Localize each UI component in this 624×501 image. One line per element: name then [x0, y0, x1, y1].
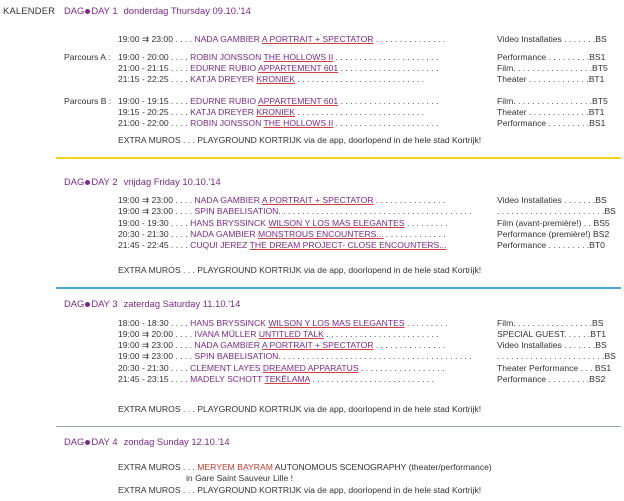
row-work: MONSTROUS ENCOUNTERS...	[257, 229, 384, 239]
row-artist: NADA GAMBIER	[194, 195, 260, 205]
row-artist: HANS BRYSSINCK	[190, 318, 266, 328]
row-category: Film (avant-première!) . . BS5	[497, 218, 610, 228]
day4-entry: EXTRA MUROS . . . MERYEM BAYRAM AUTONOMOUS SCENOGRAPHY (theater/performance)	[118, 462, 492, 472]
row-work: THE HOLLOWS II	[263, 118, 334, 128]
row-work: A PORTRAIT + SPECTATOR	[261, 195, 374, 205]
row-work: A PORTRAIT + SPECTATOR	[261, 340, 374, 350]
row-time: 21:15 - 22:25 . . . .	[118, 74, 191, 84]
row-category: Film. . . . . . . . . . . . . . . . .BT5	[497, 96, 608, 106]
row-time: 19:15 - 20:25 . . . .	[118, 107, 191, 117]
row-lead: . . . . . . . . . . . . . . .	[373, 340, 446, 350]
row-category: Film. . . . . . . . . . . . . . . . .BT5	[497, 63, 608, 73]
day3-heading: DAG DAY 3 zaterdag Saturday 11.10.'14	[64, 298, 241, 309]
row-artist: ROBIN JONSSON	[190, 118, 262, 128]
day4-heading: DAG DAY 4 zondag Sunday 12.10.'14	[64, 436, 230, 447]
extra-muros-day2: EXTRA MUROS . . . PLAYGROUND KORTRIJK via de app, doorlopend in de hele stad Kortrijk!	[118, 265, 482, 275]
row-artist: ROBIN JONSSON	[190, 52, 262, 62]
row-category: Performance . . . . . . . . .BS2	[497, 374, 606, 384]
row-category: Video Installaties . . . . . . .BS	[497, 195, 607, 205]
row-lead: . . . . . . . . . . . . . . . . . . . . .	[338, 96, 439, 106]
dot-icon	[85, 9, 90, 14]
row-lead: . . . . . . . . . . . . . . . . . . . . . . . . . . . . . . . . . . . . . . . . .	[278, 351, 472, 361]
row-artist: CUQUI JEREZ	[190, 240, 248, 250]
row-lead: . . . . . . . . . . . . . . .	[373, 195, 446, 205]
row-artist: IVANA MÜLLER	[194, 329, 257, 339]
extra-muros-day4: EXTRA MUROS . . . PLAYGROUND KORTRIJK via de app, doorlopend in de hele stad Kortrijk!	[118, 485, 482, 495]
row-time: 19:00 - 20:00 . . . .	[118, 52, 191, 62]
grey-divider	[56, 426, 621, 427]
row-artist: EDURNE RUBIO	[190, 63, 257, 73]
schedule-row	[118, 329, 439, 340]
schedule-row	[118, 107, 424, 118]
row-time: 19:00 ⇉ 20:00 . . . .	[118, 329, 195, 339]
row-category: Theater Performance . . . BS1	[497, 363, 612, 373]
row-work: WILSON Y LOS MÁS ELEGANTES	[268, 218, 405, 228]
row-category: Film. . . . . . . . . . . . . . . . .BS	[497, 318, 604, 328]
schedule-row	[118, 374, 434, 385]
row-lead: . . . . . . . . . . . . . . . . . . . . . .	[333, 52, 439, 62]
row-artist: NADA GAMBIER	[190, 229, 256, 239]
row-time: 19:00 - 19:15 . . . .	[118, 96, 191, 106]
row-time: 21:00 - 21:15 . . . .	[118, 63, 191, 73]
row-artist: KATJA DREYER	[190, 74, 254, 84]
row-category: Performance . . . . . . . . .BS1	[497, 118, 606, 128]
row-time: 21:00 - 22:00 . . . .	[118, 118, 191, 128]
schedule-row	[118, 118, 438, 129]
row-work: UNTITLED TALK	[258, 329, 324, 339]
schedule-row	[118, 340, 445, 351]
day4-location: in Gare Saint Sauveur Lille !	[186, 473, 294, 483]
dot-icon	[85, 302, 90, 307]
row-time: 19:00 - 19:30 . . . .	[118, 218, 191, 228]
row-lead: . . . . . . . . . . . . . . . . . . . . . . . . . .	[309, 374, 435, 384]
row-category: . . . . . . . . . . . . . . . . . . . . . . .BS	[497, 351, 616, 361]
row-work: KRONIEK	[256, 107, 296, 117]
row-work: THE HOLLOWS II	[263, 52, 334, 62]
schedule-row	[118, 74, 424, 85]
schedule-row	[118, 52, 438, 63]
row-lead: . . . . . . . . . . . . .	[383, 229, 446, 239]
row-lead: . . . . . . . . . . . . . . . . . . . . . . . . . . .	[295, 74, 424, 84]
row-artist: EDURNE RUBIO	[190, 96, 257, 106]
row-lead: . . . . . . . . . . . . . . . . . . . . .	[338, 63, 439, 73]
extra-muros-day1: EXTRA MUROS . . . PLAYGROUND KORTRIJK via de app, doorlopend in de hele stad Kortrijk!	[118, 135, 482, 145]
row-artist: CLEMENT LAYES	[190, 363, 261, 373]
row-work: KRONIEK	[256, 74, 296, 84]
row-lead: . . . . . . . . . . . . . . . . . . . . . .	[333, 118, 439, 128]
blue-divider	[56, 287, 621, 289]
row-artist: MADELY SCHOTT	[190, 374, 263, 384]
row-time: 19:00 ⇉ 23:00 . . . .	[118, 340, 195, 350]
row-category: Video Installaties . . . . . . .BS	[497, 34, 607, 44]
kalender-heading: KALENDER	[3, 5, 56, 16]
schedule-row	[118, 351, 472, 362]
yellow-divider	[56, 157, 621, 159]
row-artist: NADA GAMBIER	[194, 340, 260, 350]
row-lead: . . . . . . . . . . . . . . . . . . . . . . . .	[323, 329, 439, 339]
row-work: TEKËLAMA	[264, 374, 310, 384]
row-artist: HANS BRYSSINCK	[190, 218, 266, 228]
schedule-row	[118, 318, 448, 329]
row-category: Performance . . . . . . . . .BT0	[497, 240, 605, 250]
row-time: 20:30 - 21:30 . . . .	[118, 363, 191, 373]
row-time: 20:30 - 21:30 . . . .	[118, 229, 191, 239]
row-lead: . . . . . . . . . . . . . . . . . . . . . . . . . . .	[295, 107, 424, 117]
day4-artist: MERYEM BAYRAM	[197, 462, 273, 472]
row-time: 19:00 ⇉ 23:00 . . . .	[118, 195, 195, 205]
row-artist: SPIN BABELISATION	[194, 351, 279, 361]
dot-icon	[85, 440, 90, 445]
row-category: Video Installaties . . . . . . .BS	[497, 340, 607, 350]
row-work: APPARTEMENT 601	[257, 96, 339, 106]
row-lead: . . . . . . . . . . . . . . . . . . . . . . . . . . . . . . . . . . . . . . . . .	[278, 206, 472, 216]
row-work: A PORTRAIT + SPECTATOR	[261, 34, 374, 44]
row-lead: . . . . . . . . .	[404, 218, 448, 228]
row-category: SPECIAL GUEST. . . . . .BT1	[497, 329, 607, 339]
row-lead: . . . . . . . . . . . . . . . . . .	[358, 363, 445, 373]
row-time: 21:45 - 22:45 . . . .	[118, 240, 191, 250]
row-artist: KATJA DREYER	[190, 107, 254, 117]
row-work: DREAMED APPARATUS	[262, 363, 359, 373]
schedule-row	[118, 363, 445, 374]
day1-heading: DAG DAY 1 donderdag Thursday 09.10.'14	[64, 5, 251, 16]
schedule-row	[118, 206, 472, 217]
schedule-row	[118, 34, 445, 45]
dot-icon	[85, 180, 90, 185]
row-work: WILSON Y LOS MAS ELEGANTES	[268, 318, 405, 328]
schedule-row	[118, 240, 446, 251]
row-artist: NADA GAMBIER	[194, 34, 260, 44]
schedule-row	[118, 96, 439, 107]
schedule-row	[118, 63, 439, 74]
extra-muros-day3: EXTRA MUROS . . . PLAYGROUND KORTRIJK via de app, doorlopend in de hele stad Kortrijk!	[118, 404, 482, 414]
row-lead: . . . . . . . . . . . . . . .	[373, 34, 446, 44]
row-lead: . . . . . . . . .	[404, 318, 448, 328]
row-category: Theater . . . . . . . . . . . . .BT1	[497, 107, 605, 117]
row-category: Performance . . . . . . . . .BS1	[497, 52, 606, 62]
schedule-row	[118, 218, 448, 229]
row-time: 19:00 ⇉ 23:00 . . . .	[118, 206, 195, 216]
row-work: APPARTEMENT 601	[257, 63, 339, 73]
row-category: Theater . . . . . . . . . . . . .BT1	[497, 74, 605, 84]
row-work: THE DREAM PROJECT- CLOSE ENCOUNTERS...	[249, 240, 447, 250]
parcours-a-label: Parcours A :	[64, 52, 111, 62]
schedule-row	[118, 229, 446, 240]
schedule-row	[118, 195, 445, 206]
row-time: 19:00 ⇉ 23:00 . . . .	[118, 351, 195, 361]
row-time: 18:00 - 18:30 . . . .	[118, 318, 191, 328]
row-time: 21:45 - 23:15 . . . .	[118, 374, 191, 384]
day2-heading: DAG DAY 2 vrijdag Friday 10.10.'14	[64, 176, 221, 187]
row-artist: SPIN BABELISATION	[194, 206, 279, 216]
parcours-b-label: Parcours B :	[64, 96, 112, 106]
row-category: Performance (première!) BS2	[497, 229, 610, 239]
row-category: . . . . . . . . . . . . . . . . . . . . . . .BS	[497, 206, 616, 216]
row-time: 19:00 ⇉ 23:00 . . . .	[118, 34, 195, 44]
